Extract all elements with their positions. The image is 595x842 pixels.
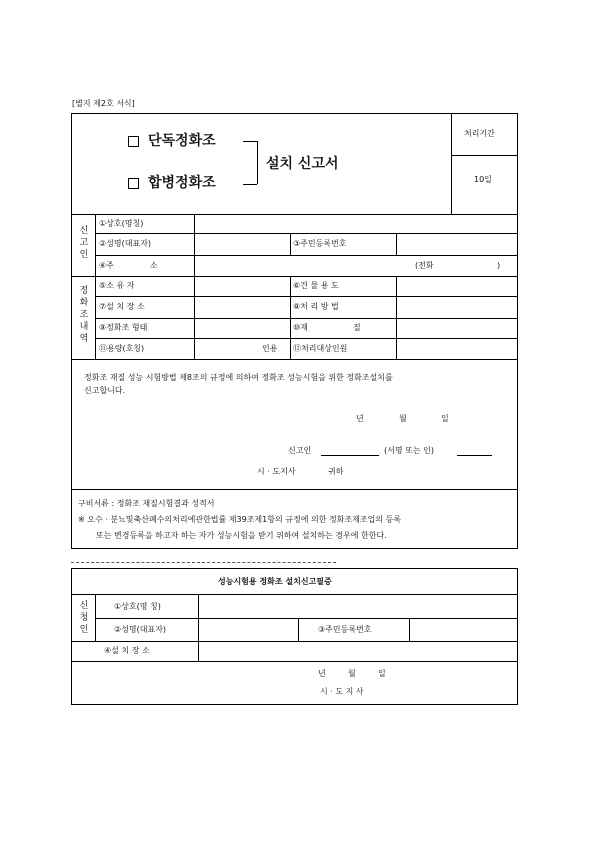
owner-label: ⑤소 유 자 bbox=[99, 281, 135, 290]
processing-period-label: 처리기간 bbox=[464, 129, 495, 138]
form-title: 설치 신고서 bbox=[266, 156, 339, 172]
bracket-top bbox=[243, 141, 257, 142]
material-label: ⑩재 bbox=[293, 323, 308, 332]
form-code: [별지 제2호 서식] bbox=[72, 99, 135, 108]
representative-field[interactable] bbox=[196, 235, 288, 253]
applicant-section-label: 신 고 인 bbox=[79, 226, 89, 260]
cert-date-year-label: 년 bbox=[318, 669, 326, 678]
cert-issuer: 시 · 도 지 사 bbox=[320, 687, 364, 696]
details-section-label: 정 화 조 내 역 bbox=[79, 286, 89, 344]
notes-top-line bbox=[71, 489, 518, 490]
date-year-label: 년 bbox=[356, 414, 364, 423]
cert-date-month-label: 월 bbox=[348, 669, 356, 678]
company-name-field[interactable] bbox=[196, 216, 516, 232]
combined-tank-label: 합병정화조 bbox=[148, 175, 216, 191]
cert-date-day-label: 일 bbox=[378, 669, 386, 678]
target-persons-field[interactable] bbox=[398, 340, 516, 358]
install-site-label: ⑦설 치 장 소 bbox=[99, 302, 145, 311]
tank-type-field[interactable] bbox=[196, 320, 288, 337]
resident-id-field[interactable] bbox=[398, 235, 516, 253]
date-month-label: 월 bbox=[399, 414, 407, 423]
cert-company-name-label: ①상호(명 칭) bbox=[114, 602, 161, 611]
reporter-signature-field[interactable] bbox=[321, 455, 379, 456]
representative-label: ②성명(대표자) bbox=[99, 239, 152, 248]
capacity-field[interactable] bbox=[196, 340, 258, 358]
install-site-field[interactable] bbox=[196, 298, 288, 317]
reporter-label: 신고인 bbox=[288, 446, 312, 455]
single-tank-checkbox[interactable] bbox=[128, 136, 139, 147]
table-top-line bbox=[71, 214, 518, 215]
building-use-label: ⑥건 물 용 도 bbox=[293, 281, 339, 290]
processing-period-value: 10일 bbox=[474, 175, 492, 184]
required-documents: 구비서류 : 정화조 재질시험결과 성적서 bbox=[78, 499, 215, 508]
cert-resident-id-field[interactable] bbox=[411, 620, 516, 640]
seal-field[interactable] bbox=[457, 455, 492, 456]
note-line1: ※ 오수 · 분뇨및축산폐수의처리에관한법률 제39조제1항의 규정에 의한 정화조제조업의 등록 bbox=[78, 515, 402, 524]
material-field[interactable] bbox=[398, 320, 516, 337]
phone-label: (전화 bbox=[415, 261, 434, 270]
cut-line bbox=[71, 562, 336, 563]
addressee: 시 · 도지사 bbox=[257, 467, 296, 476]
signature-label: (서명 또는 인) bbox=[384, 446, 434, 455]
honorific: 귀하 bbox=[328, 467, 344, 476]
address-field[interactable] bbox=[196, 257, 396, 275]
period-divider bbox=[451, 155, 518, 156]
address-label-a: ④주 bbox=[99, 261, 114, 270]
phone-close: ) bbox=[497, 261, 501, 270]
capacity-unit: 인용 bbox=[262, 344, 278, 353]
building-use-field[interactable] bbox=[398, 278, 516, 295]
single-tank-label: 단독정화조 bbox=[148, 133, 216, 149]
statement-line2: 신고합니다. bbox=[84, 386, 126, 395]
cert-install-site-label: ④설 치 장 소 bbox=[104, 646, 150, 655]
certificate-title: 성능시험용 정화조 설치신고필증 bbox=[218, 577, 332, 586]
cert-company-name-field[interactable] bbox=[200, 596, 516, 617]
note-line2: 또는 변경등록을 하고자 하는 자가 성능시험을 받기 위하여 설치하는 경우에 한한다. bbox=[96, 531, 387, 540]
address-label-b: 소 bbox=[150, 261, 158, 270]
treatment-method-field[interactable] bbox=[398, 298, 516, 317]
bracket-vertical bbox=[257, 141, 258, 184]
capacity-label: ⑪용량(호칭) bbox=[99, 344, 145, 353]
cert-install-site-field[interactable] bbox=[200, 643, 516, 660]
material-label-b: 질 bbox=[353, 323, 361, 332]
resident-id-label: ③주민등록번호 bbox=[293, 239, 347, 248]
cert-resident-id-label: ③주민등록번호 bbox=[318, 625, 372, 634]
statement-line1: 정화조 재질 성능 시험방법 제8조의 규정에 의하여 정화조 성능시험을 위한 정화조설치를 bbox=[84, 373, 393, 382]
date-day-label: 일 bbox=[441, 414, 449, 423]
header-divider bbox=[451, 113, 452, 214]
bracket-bottom bbox=[243, 184, 257, 185]
cert-representative-field[interactable] bbox=[200, 620, 296, 640]
certificate-applicant-section: 신 청 인 bbox=[79, 601, 89, 635]
tank-type-label: ⑨정화조 형태 bbox=[99, 323, 148, 332]
owner-field[interactable] bbox=[196, 278, 288, 295]
combined-tank-checkbox[interactable] bbox=[128, 178, 139, 189]
cert-representative-label: ②성명(대표자) bbox=[114, 625, 167, 634]
company-name-label: ①상호(명칭) bbox=[99, 219, 144, 228]
target-persons-label: ⑫처리대상인원 bbox=[293, 344, 348, 353]
treatment-method-label: ⑧처 리 방 법 bbox=[293, 302, 339, 311]
